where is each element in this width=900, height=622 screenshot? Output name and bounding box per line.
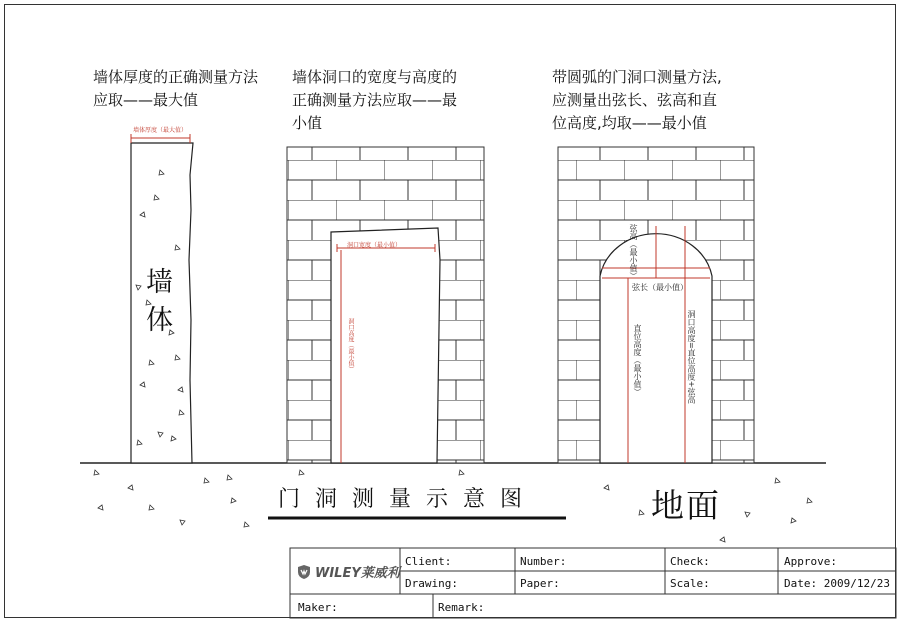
chord-length-label: 弦长（最小值） xyxy=(632,283,688,292)
caption-line: 带圆弧的门洞口测量方法, xyxy=(552,68,722,86)
diagram-title: 门洞测量示意图 xyxy=(278,487,538,512)
drawing-label: Drawing: xyxy=(405,577,458,590)
wall-char-1: 墙 xyxy=(146,267,173,298)
caption-line: 位高度,均取——最小值 xyxy=(552,114,707,132)
arch-total-height-label: 洞口高度=直位高度+弦高 xyxy=(687,310,696,404)
caption-line: 墙体厚度的正确测量方法 xyxy=(93,68,259,86)
caption-line: 墙体洞口的宽度与高度的 xyxy=(292,68,458,86)
ground-label: 地面 xyxy=(651,486,721,525)
client-label: Client: xyxy=(405,555,452,568)
number-label: Number: xyxy=(520,555,567,568)
title-block xyxy=(290,548,896,618)
scale-label: Scale: xyxy=(670,577,710,590)
date-value: 2009/12/23 xyxy=(823,577,890,590)
caption-line: 小值 xyxy=(292,114,323,132)
caption-line: 正确测量方法应取——最 xyxy=(292,91,458,109)
date-label: Date: xyxy=(784,577,818,590)
wall-thickness-label: 墙体厚度（最大值） xyxy=(133,127,188,134)
chord-height-label: 弦高（最小值） xyxy=(629,224,638,280)
wall-char-2: 体 xyxy=(146,305,173,336)
paper-label: Paper: xyxy=(520,577,560,590)
date-field xyxy=(784,577,890,590)
opening-width-label: 洞口宽度（最小值） xyxy=(347,242,402,249)
check-label: Check: xyxy=(670,555,710,568)
remark-label: Remark: xyxy=(438,601,485,614)
approve-label: Approve: xyxy=(784,555,837,568)
logo-text: WILEY莱威利 xyxy=(315,566,400,581)
caption-line: 应取——最大值 xyxy=(93,91,199,109)
caption-line: 应测量出弦长、弦高和直 xyxy=(552,91,718,109)
opening-height-label: 洞口高度（最小值） xyxy=(347,318,354,372)
maker-label: Maker: xyxy=(298,601,338,614)
straight-height-label: 直位高度（最小值） xyxy=(633,324,642,396)
